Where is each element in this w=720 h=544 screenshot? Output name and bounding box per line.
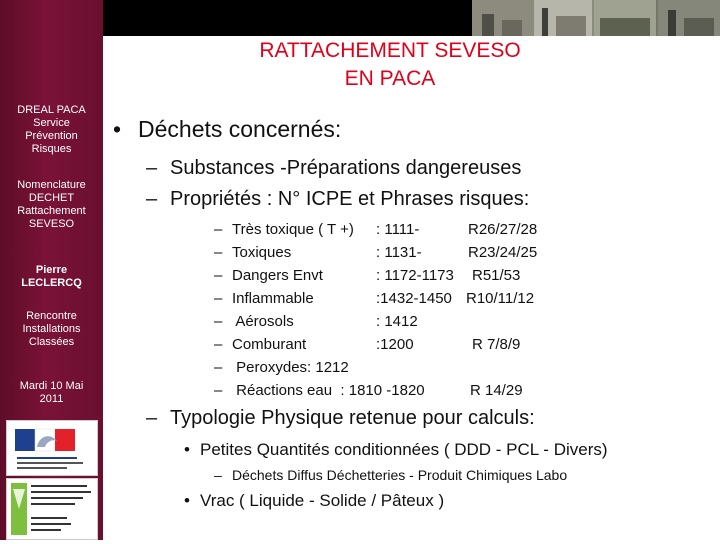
row-label: Réactions eau : 1810 -1820 [232,382,425,399]
row-marker: – [214,382,223,399]
row-label: Très toxique ( T +) [232,221,354,238]
row-label: Comburant [232,336,307,353]
event-line: Rencontre [26,310,77,322]
dreal-logo [6,478,98,540]
dash-marker: – [146,188,158,210]
row-phrase: R 14/29 [470,382,523,399]
slide-title [140,37,640,93]
sub-item: Substances -Préparations dangereuses [170,157,522,179]
dash-marker: – [146,407,158,429]
org-block [0,104,103,156]
row-marker: – [214,267,223,284]
row-label: Toxiques [232,244,292,261]
org-line: Service [33,117,70,129]
row-label: Inflammable [232,290,314,307]
row-phrase: R51/53 [472,267,521,284]
row-phrase: R10/11/12 [466,290,535,307]
row-code: : 1172-1173 [376,267,454,284]
date-block [0,380,103,406]
row-label: Peroxydes: 1212 [232,359,349,376]
row-label: Aérosols [232,313,294,330]
row-marker: – [214,359,223,376]
row-code: :1200 [376,336,414,353]
title-line: EN PACA [344,67,436,90]
row-marker: – [214,290,223,307]
dreal-emblem-icon [7,479,97,539]
heading-dechets: Déchets concernés: [138,116,342,142]
topic-line: Nomenclature [17,179,86,191]
sub-item: Propriétés : N° ICPE et Phrases risques: [170,188,530,210]
landscape-photos-icon [472,0,720,36]
topic-block [0,179,103,231]
typologie-heading: Typologie Physique retenue pour calculs: [170,407,535,429]
photo-strip [472,0,720,36]
row-marker: – [214,221,223,238]
dash-marker: – [146,157,158,179]
republique-logo [6,420,98,476]
sidebar [0,0,103,540]
bullet-marker: • [113,116,122,142]
vrac: Vrac ( Liquide - Solide / Pâteux ) [200,491,445,510]
date-line: Mardi 10 Mai [19,380,84,392]
topic-line: SEVESO [28,218,75,230]
bullet-marker: • [184,440,190,459]
event-block [0,310,103,349]
dechets-diffus: Déchets Diffus Déchetteries - Produit Chimiques Labo [232,467,568,483]
dash-marker: – [214,467,222,483]
event-line: Installations [22,323,81,335]
row-phrase: R 7/8/9 [472,336,521,353]
author-line: LECLERCQ [21,277,82,289]
row-code: : 1111- [376,221,420,238]
org-line: DREAL PACA [17,104,86,116]
topic-line: DECHET [28,192,75,204]
petites-quantites: Petites Quantités conditionnées ( DDD - PCL - Divers) [200,440,608,459]
author-line: Pierre [35,264,68,276]
date-line: 2011 [39,393,64,405]
row-phrase: R26/27/28 [468,221,538,238]
row-code: : 1412 [376,313,418,330]
row-phrase: R23/24/25 [468,244,538,261]
marianne-icon [7,421,97,475]
event-line: Classées [28,336,75,348]
bullet-marker: • [184,491,190,510]
row-code: : 1131- [376,244,422,261]
row-marker: – [214,244,223,261]
row-marker: – [214,313,223,330]
row-marker: – [214,336,223,353]
title-line: RATTACHEMENT SEVESO [259,39,521,62]
org-line: Prévention [25,130,78,142]
row-code: :1432-1450 [376,290,452,307]
row-label: Dangers Envt [232,267,323,284]
org-line: Risques [31,143,72,155]
topic-line: Rattachement [17,205,86,217]
author-block [0,264,103,290]
